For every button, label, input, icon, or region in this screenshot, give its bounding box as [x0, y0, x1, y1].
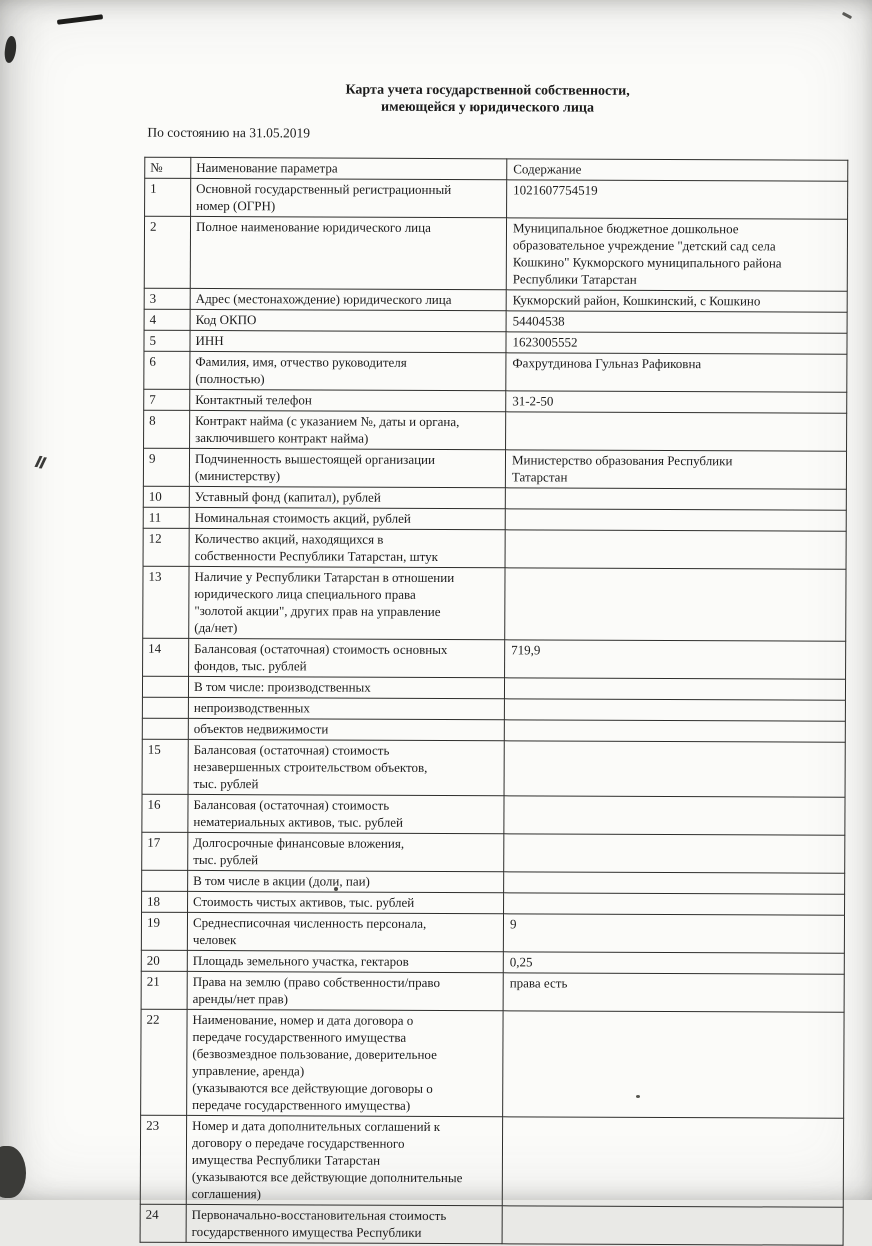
table-row: [144, 288, 847, 312]
title-line-2: имеющейся у юридического лица: [380, 99, 595, 116]
property-registry-table: [140, 157, 849, 1246]
table-row: [143, 528, 846, 569]
row-value-cell: 719,9: [505, 640, 846, 679]
row-value-cell: 1021607754519: [507, 180, 848, 219]
row-value-cell: [505, 568, 846, 641]
row-number-cell: 13: [143, 566, 189, 638]
row-value-cell: [504, 796, 845, 835]
row-value-cell: [505, 509, 846, 531]
row-number-cell: [142, 870, 188, 891]
row-parameter-cell: Площадь земельного участка, гектаров: [187, 950, 503, 972]
row-number-cell: 4: [144, 309, 190, 330]
row-parameter-cell: Среднесписочная численность персонала, человек: [187, 912, 503, 951]
table-row: [144, 309, 847, 333]
row-number-cell: 7: [144, 389, 190, 410]
table-row: [140, 1204, 843, 1245]
row-number-cell: 10: [143, 486, 189, 507]
row-parameter-cell: В том числе в акции (доли, паи): [188, 870, 504, 892]
table-row: [141, 971, 844, 1012]
row-number-cell: 11: [143, 507, 189, 528]
scan-artifact: [3, 35, 18, 63]
table-row: [142, 870, 845, 894]
row-parameter-cell: Полное наименование юридического лица: [190, 216, 506, 289]
row-parameter-cell: Балансовая (остаточная) стоимость незавершенных строительством объектов, тыс. рублей: [188, 739, 504, 795]
row-value-cell: [502, 1117, 843, 1207]
table-row: [144, 410, 847, 451]
scan-artifact: [34, 456, 42, 467]
row-number-cell: [142, 718, 188, 739]
header-value-column: Содержание: [507, 159, 848, 181]
row-parameter-cell: Права на землю (право собственности/право аренды/нет прав): [187, 971, 503, 1010]
row-value-cell: 9: [503, 914, 844, 953]
table-row: [141, 1009, 844, 1118]
row-number-cell: 16: [142, 794, 188, 832]
table-row: [143, 638, 846, 679]
row-parameter-cell: Основной государственный регистрационный номер (ОГРН): [191, 178, 507, 217]
scan-artifact: [842, 12, 852, 19]
row-parameter-cell: В том числе: производственных: [188, 676, 504, 698]
row-parameter-cell: Подчиненность вышестоящей организации (министерству): [189, 448, 505, 487]
row-value-cell: [504, 893, 845, 915]
row-parameter-cell: ИНН: [190, 330, 506, 352]
row-parameter-cell: Номинальная стоимость акций, рублей: [189, 507, 505, 529]
row-value-cell: 0,25: [503, 952, 844, 974]
table-row: [144, 351, 847, 392]
table-row: [143, 486, 846, 510]
row-parameter-cell: Номер и дата дополнительных соглашений к договору о передаче государственного имущества Республики Татарстан (указываются все действующие дополнительные соглашения): [186, 1115, 502, 1205]
row-parameter-cell: Фамилия, имя, отчество руководителя (полностью): [190, 351, 506, 390]
row-parameter-cell: Долгосрочные финансовые вложения, тыс. рублей: [188, 832, 504, 871]
table-row: [143, 448, 846, 489]
header-number-column: №: [145, 157, 191, 178]
row-number-cell: 12: [143, 528, 189, 566]
table-row: [142, 832, 845, 873]
row-number-cell: 9: [143, 448, 189, 486]
row-parameter-cell: Наименование, номер и дата договора о передаче государственного имущества (безвозмездное пользование, доверительное управление, аренда) (указываются все действующие договоры о передаче государственного имущества): [187, 1009, 503, 1116]
row-number-cell: 23: [140, 1115, 186, 1204]
row-value-cell: 31-2-50: [506, 391, 847, 413]
row-value-cell: Кукморский район, Кошкинский, с Кошкино: [506, 290, 847, 312]
table-header-row: [145, 157, 848, 181]
row-parameter-cell: объектов недвижимости: [188, 718, 504, 740]
table-row: [142, 676, 845, 700]
row-parameter-cell: Балансовая (остаточная) стоимость нематериальных активов, тыс. рублей: [188, 794, 504, 833]
table-row: [141, 912, 844, 953]
as-of-date: По состоянию на 31.05.2019: [147, 124, 311, 141]
table-row: [142, 718, 845, 742]
row-number-cell: 3: [144, 288, 190, 309]
row-parameter-cell: Наличие у Республики Татарстан в отношении юридического лица специального права "золотой акции", других прав на управление (да/нет): [189, 566, 505, 639]
table-row: [142, 794, 845, 835]
row-number-cell: 2: [144, 216, 190, 288]
table-row: [144, 330, 847, 354]
row-number-cell: [142, 676, 188, 697]
table-row: [144, 389, 847, 413]
row-parameter-cell: Уставный фонд (капитал), рублей: [189, 486, 505, 508]
title-line-1: Карта учета государственной собственности,: [345, 82, 630, 99]
row-number-cell: 22: [141, 1009, 187, 1115]
table-row: [143, 566, 846, 641]
row-value-cell: 1623005552: [506, 332, 847, 354]
row-value-cell: права есть: [503, 973, 844, 1012]
row-number-cell: 14: [143, 638, 189, 676]
row-parameter-cell: непроизводственных: [188, 697, 504, 719]
table-body: [140, 178, 848, 1245]
table-row: [142, 739, 845, 797]
row-parameter-cell: Балансовая (остаточная) стоимость основных фондов, тыс. рублей: [189, 638, 505, 677]
row-value-cell: Министерство образования Республики Татарстан: [505, 450, 846, 489]
table-row: [145, 178, 848, 219]
row-number-cell: 19: [141, 912, 187, 950]
row-parameter-cell: Количество акций, находящихся в собственности Республики Татарстан, штук: [189, 528, 505, 567]
row-parameter-cell: Стоимость чистых активов, тыс. рублей: [188, 891, 504, 913]
row-value-cell: [504, 834, 845, 873]
row-value-cell: [502, 1206, 843, 1245]
row-parameter-cell: Контракт найма (с указанием №, даты и органа, заключившего контракт найма): [190, 410, 506, 449]
row-value-cell: [504, 720, 845, 742]
row-parameter-cell: Контактный телефон: [190, 389, 506, 411]
row-value-cell: [504, 741, 845, 797]
table-row: [142, 891, 845, 915]
header-parameter-column: Наименование параметра: [191, 157, 507, 179]
row-value-cell: [504, 699, 845, 721]
row-number-cell: 17: [142, 832, 188, 870]
row-number-cell: 8: [144, 410, 190, 448]
row-number-cell: 20: [141, 950, 187, 971]
row-value-cell: [504, 872, 845, 894]
row-value-cell: [505, 530, 846, 569]
row-value-cell: 54404538: [506, 311, 847, 333]
row-value-cell: Фахрутдинова Гульназ Рафиковна: [506, 353, 847, 392]
table-row: [142, 697, 845, 721]
row-parameter-cell: Код ОКПО: [190, 309, 506, 331]
table-row: [144, 216, 847, 291]
row-number-cell: 15: [142, 739, 188, 794]
table-row: [140, 1115, 843, 1207]
scan-artifact: [57, 14, 103, 25]
table-row: [141, 950, 844, 974]
document-title: [144, 81, 830, 118]
row-number-cell: 6: [144, 351, 190, 389]
row-parameter-cell: Первоначально-восстановительная стоимость государственного имущества Республики: [186, 1204, 502, 1243]
row-number-cell: 21: [141, 971, 187, 1009]
row-value-cell: [506, 412, 847, 451]
table-row: [143, 507, 846, 531]
row-number-cell: 1: [145, 178, 191, 216]
row-value-cell: [504, 678, 845, 700]
row-parameter-cell: Адрес (местонахождение) юридического лица: [190, 288, 506, 310]
row-value-cell: Муниципальное бюджетное дошкольное образовательное учреждение "детский сад села Кошкино" Кукморского муниципального района Республики Татарстан: [506, 218, 847, 291]
row-number-cell: 18: [142, 891, 188, 912]
row-number-cell: [142, 697, 188, 718]
row-value-cell: [503, 1011, 844, 1118]
row-number-cell: 24: [140, 1204, 186, 1242]
scan-artifact: [0, 1146, 26, 1198]
row-value-cell: [505, 488, 846, 510]
row-number-cell: 5: [144, 330, 190, 351]
